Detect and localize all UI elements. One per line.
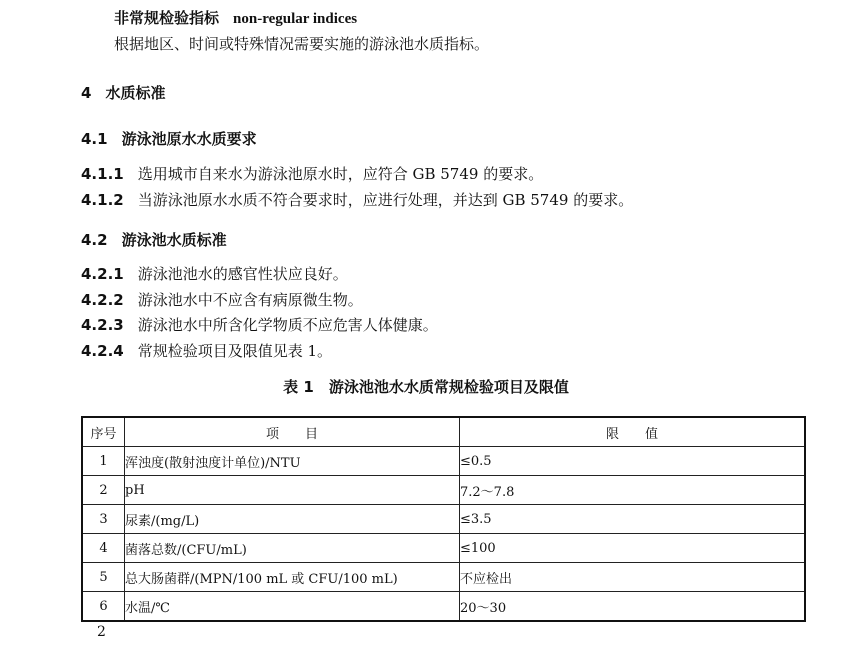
row-limit: 不应检出 <box>460 563 806 592</box>
clause-number: 4.2.3 <box>81 316 124 334</box>
row-item: pH <box>125 476 460 505</box>
header-index: 序号 <box>82 417 125 447</box>
term-chinese: 非常规检验指标 <box>114 9 220 27</box>
page-number: 2 <box>97 624 106 640</box>
water-quality-table <box>81 416 806 622</box>
row-limit: ≤3.5 <box>460 505 806 534</box>
table-row <box>82 476 805 505</box>
clause-4-2-4 <box>81 341 332 361</box>
section-title: 游泳池原水水质要求 <box>121 130 257 148</box>
section-title: 游泳池水质标准 <box>121 231 227 249</box>
table-row <box>82 563 805 592</box>
clause-text: 游泳池水中不应含有病原微生物。 <box>137 291 363 309</box>
clause-4-2-3 <box>81 315 438 335</box>
table-row <box>82 505 805 534</box>
term-english: non-regular indices <box>233 11 358 27</box>
row-item: 总大肠菌群/(MPN/100 mL 或 CFU/100 mL) <box>125 563 460 592</box>
table-caption: 表 1 游泳池池水水质常规检验项目及限值 <box>283 378 569 396</box>
clause-4-1-1 <box>81 164 543 184</box>
table-row <box>82 534 805 563</box>
section-number: 4.2 <box>81 231 108 249</box>
section-number: 4 <box>81 84 92 102</box>
row-limit: ≤100 <box>460 534 806 563</box>
definition-term <box>114 8 357 29</box>
clause-4-2-1 <box>81 264 348 284</box>
row-item: 菌落总数/(CFU/mL) <box>125 534 460 563</box>
row-limit: ≤0.5 <box>460 447 806 476</box>
clause-number: 4.1.1 <box>81 165 124 183</box>
row-index: 5 <box>82 563 125 592</box>
row-index: 1 <box>82 447 125 476</box>
table-row <box>82 592 805 622</box>
row-index: 4 <box>82 534 125 563</box>
clause-number: 4.2.4 <box>81 342 124 360</box>
clause-4-1-2 <box>81 190 633 210</box>
row-item: 水温/℃ <box>125 592 460 622</box>
clause-text: 游泳池水中所含化学物质不应危害人体健康。 <box>137 316 438 334</box>
section-4-1-heading <box>81 129 257 149</box>
section-4-2-heading <box>81 230 227 250</box>
clause-4-2-2 <box>81 290 363 310</box>
section-number: 4.1 <box>81 130 108 148</box>
clause-text: 常规检验项目及限值见表 1。 <box>137 342 333 360</box>
row-limit: 20～30 <box>460 592 806 622</box>
row-index: 6 <box>82 592 125 622</box>
clause-text: 游泳池池水的感官性状应良好。 <box>137 265 348 283</box>
clause-text: 选用城市自来水为游泳池原水时，应符合 GB 5749 的要求。 <box>137 165 544 183</box>
row-item: 浑浊度(散射浊度计单位)/NTU <box>125 447 460 476</box>
clause-text: 当游泳池原水水质不符合要求时，应进行处理，并达到 GB 5749 的要求。 <box>137 191 634 209</box>
clause-number: 4.2.1 <box>81 265 124 283</box>
row-index: 3 <box>82 505 125 534</box>
section-title: 水质标准 <box>105 84 166 102</box>
clause-number: 4.1.2 <box>81 191 124 209</box>
header-limit: 限 值 <box>460 417 806 447</box>
clause-number: 4.2.2 <box>81 291 124 309</box>
section-4-heading <box>81 83 165 103</box>
row-item: 尿素/(mg/L) <box>125 505 460 534</box>
header-item: 项 目 <box>125 417 460 447</box>
definition-text: 根据地区、时间或特殊情况需要实施的游泳池水质指标。 <box>114 35 490 53</box>
row-index: 2 <box>82 476 125 505</box>
table-header-row <box>82 417 805 447</box>
row-limit: 7.2～7.8 <box>460 476 806 505</box>
table-row <box>82 447 805 476</box>
